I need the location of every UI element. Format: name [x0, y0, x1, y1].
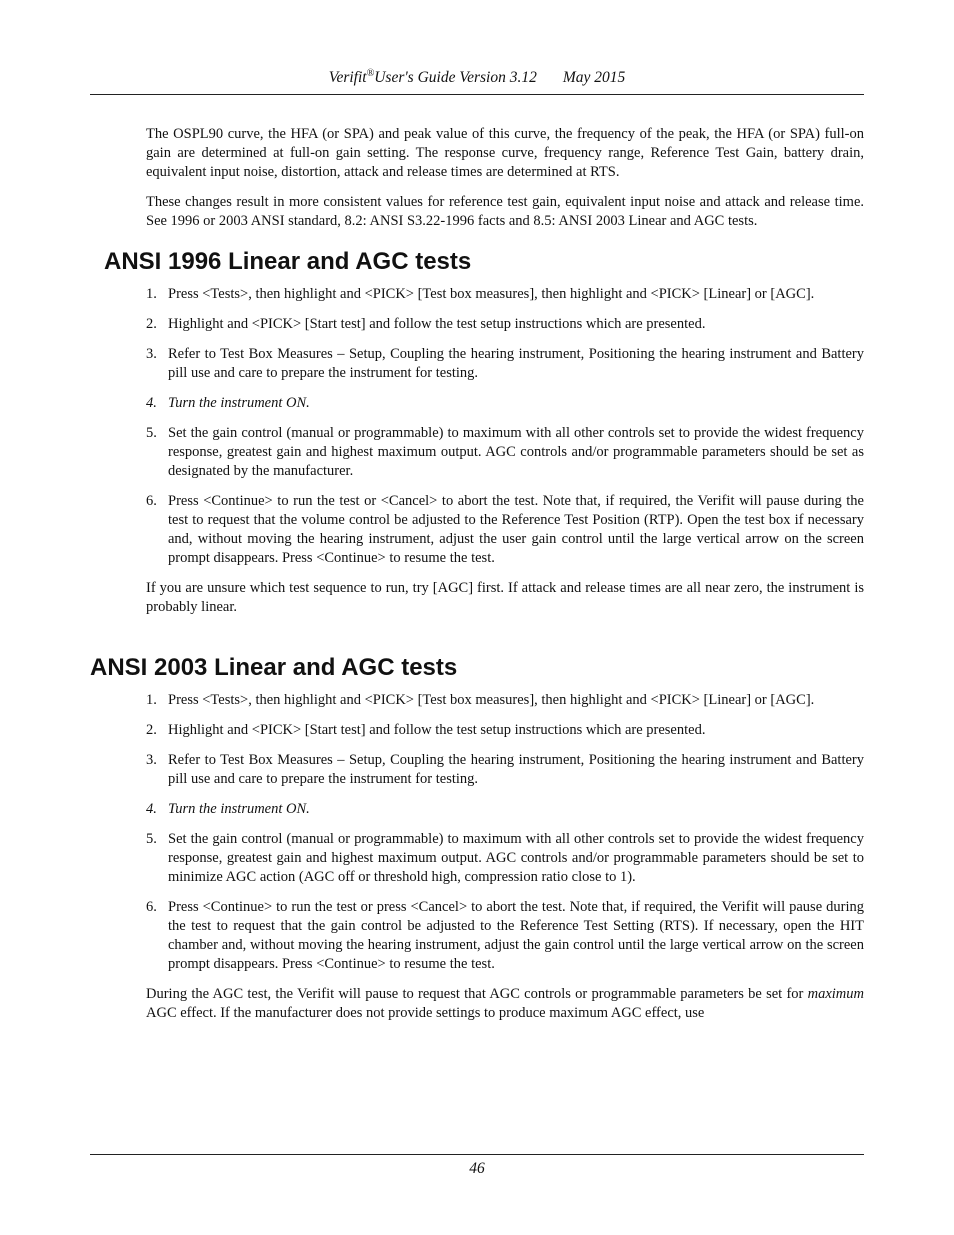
step-text: Set the gain control (manual or programmable) to maximum with all other controls set to provide the widest frequency response, greatest gain and highest maximum output. AGC controls and/or programmable parameters should be set as designated by the manufacturer.	[168, 425, 864, 479]
section-heading-ansi-2003: ANSI 2003 Linear and AGC tests	[90, 654, 458, 681]
registered-mark: ®	[366, 67, 375, 79]
step-item	[146, 285, 864, 304]
step-text: Refer to Test Box Measures – Setup, Coupling the hearing instrument, Positioning the hearing instrument and Battery pill use and care to prepare the instrument for testing.	[168, 346, 864, 381]
ansi-1996-steps	[146, 285, 864, 568]
step-item	[146, 394, 864, 413]
step-number: 4.	[146, 395, 157, 411]
step-item	[146, 800, 864, 819]
intro-paragraph-1: The OSPL90 curve, the HFA (or SPA) and peak value of this curve, the frequency of the peak, the HFA (or SPA) full-on gain are determined at full-on gain setting. The response curve, frequency range, Reference Test Gain, battery drain, equivalent input noise, distortion, attack and release times are determined at RTS.	[146, 126, 864, 180]
step-text: Turn the instrument ON.	[168, 395, 310, 411]
step-item	[146, 898, 864, 974]
closing-text-start: During the AGC test, the Verifit will pause to request that AGC controls or programmable parameters be set for	[146, 986, 808, 1002]
step-number: 5.	[146, 425, 157, 441]
intro-paragraph-2: These changes result in more consistent values for reference test gain, equivalent input noise and attack and release time. See 1996 or 2003 ANSI standard, 8.2: ANSI S3.22-1996 facts and 8.5: ANSI 2003 Linear and AGC tests.	[146, 194, 864, 229]
section-heading-ansi-1996: ANSI 1996 Linear and AGC tests	[104, 248, 472, 275]
step-number: 6.	[146, 899, 157, 915]
step-number: 1.	[146, 286, 157, 302]
step-text: Refer to Test Box Measures – Setup, Coupling the hearing instrument, Positioning the hearing instrument and Battery pill use and care to prepare the instrument for testing.	[168, 752, 864, 787]
ansi-2003-steps	[146, 691, 864, 974]
step-item	[146, 492, 864, 568]
step-item	[146, 345, 864, 383]
step-number: 4.	[146, 801, 157, 817]
step-item	[146, 315, 864, 334]
step-text: Set the gain control (manual or programmable) to maximum with all other controls set to provide the widest frequency response, greatest gain and highest maximum output. AGC controls and/or programmable parameters should be set to minimize AGC action (AGC off or threshold high, compression ratio close to 1).	[168, 831, 864, 885]
step-text: Press <Continue> to run the test or press <Cancel> to abort the test. Note that, if required, the Verifit will pause during the test to request that the gain control be adjusted to the Reference Test Setting (RTS). If necessary, open the HIT chamber and, without moving the hearing instrument, adjust the gain control until the large vertical arrow on the screen prompt disappears. Press <Continue> to resume the test.	[168, 899, 864, 972]
closing-emphasis: maximum	[807, 986, 864, 1002]
step-item	[146, 721, 864, 740]
page-header	[90, 68, 864, 95]
step-item	[146, 830, 864, 887]
page-footer	[90, 1154, 864, 1179]
step-text: Press <Tests>, then highlight and <PICK> [Test box measures], then highlight and <PICK> [Linear] or [AGC].	[168, 286, 815, 302]
step-text: Press <Tests>, then highlight and <PICK> [Test box measures], then highlight and <PICK> [Linear] or [AGC].	[168, 692, 815, 708]
step-text: Press <Continue> to run the test or <Cancel> to abort the test. Note that, if required, the Verifit will pause during the test to request that the volume control be adjusted to the Reference Test Position (RTP). Open the test box if necessary and, without moving the hearing instrument, adjust the user gain control until the large vertical arrow on the screen prompt disappears. Press <Continue> to resume the test.	[168, 493, 864, 566]
step-number: 2.	[146, 316, 157, 332]
step-number: 6.	[146, 493, 157, 509]
step-number: 3.	[146, 346, 157, 362]
step-number: 3.	[146, 752, 157, 768]
page-content	[90, 125, 864, 1034]
step-item	[146, 424, 864, 481]
step-number: 2.	[146, 722, 157, 738]
step-text: Highlight and <PICK> [Start test] and follow the test setup instructions which are presented.	[168, 722, 706, 738]
page-number: 46	[469, 1160, 485, 1177]
step-item	[146, 751, 864, 789]
step-item	[146, 691, 864, 710]
header-product: Verifit	[328, 69, 367, 86]
closing-text-end: AGC effect. If the manufacturer does not provide settings to produce maximum AGC effect, use	[146, 1005, 705, 1021]
ansi-2003-closing-paragraph	[146, 985, 864, 1023]
step-number: 1.	[146, 692, 157, 708]
header-date: May 2015	[562, 69, 626, 86]
step-number: 5.	[146, 831, 157, 847]
step-text: Highlight and <PICK> [Start test] and follow the test setup instructions which are presented.	[168, 316, 706, 332]
header-guide-title: User's Guide Version 3.12	[374, 69, 537, 86]
ansi-1996-closing-paragraph: If you are unsure which test sequence to run, try [AGC] first. If attack and release times are all near zero, the instrument is probably linear.	[146, 580, 864, 615]
step-text: Turn the instrument ON.	[168, 801, 310, 817]
